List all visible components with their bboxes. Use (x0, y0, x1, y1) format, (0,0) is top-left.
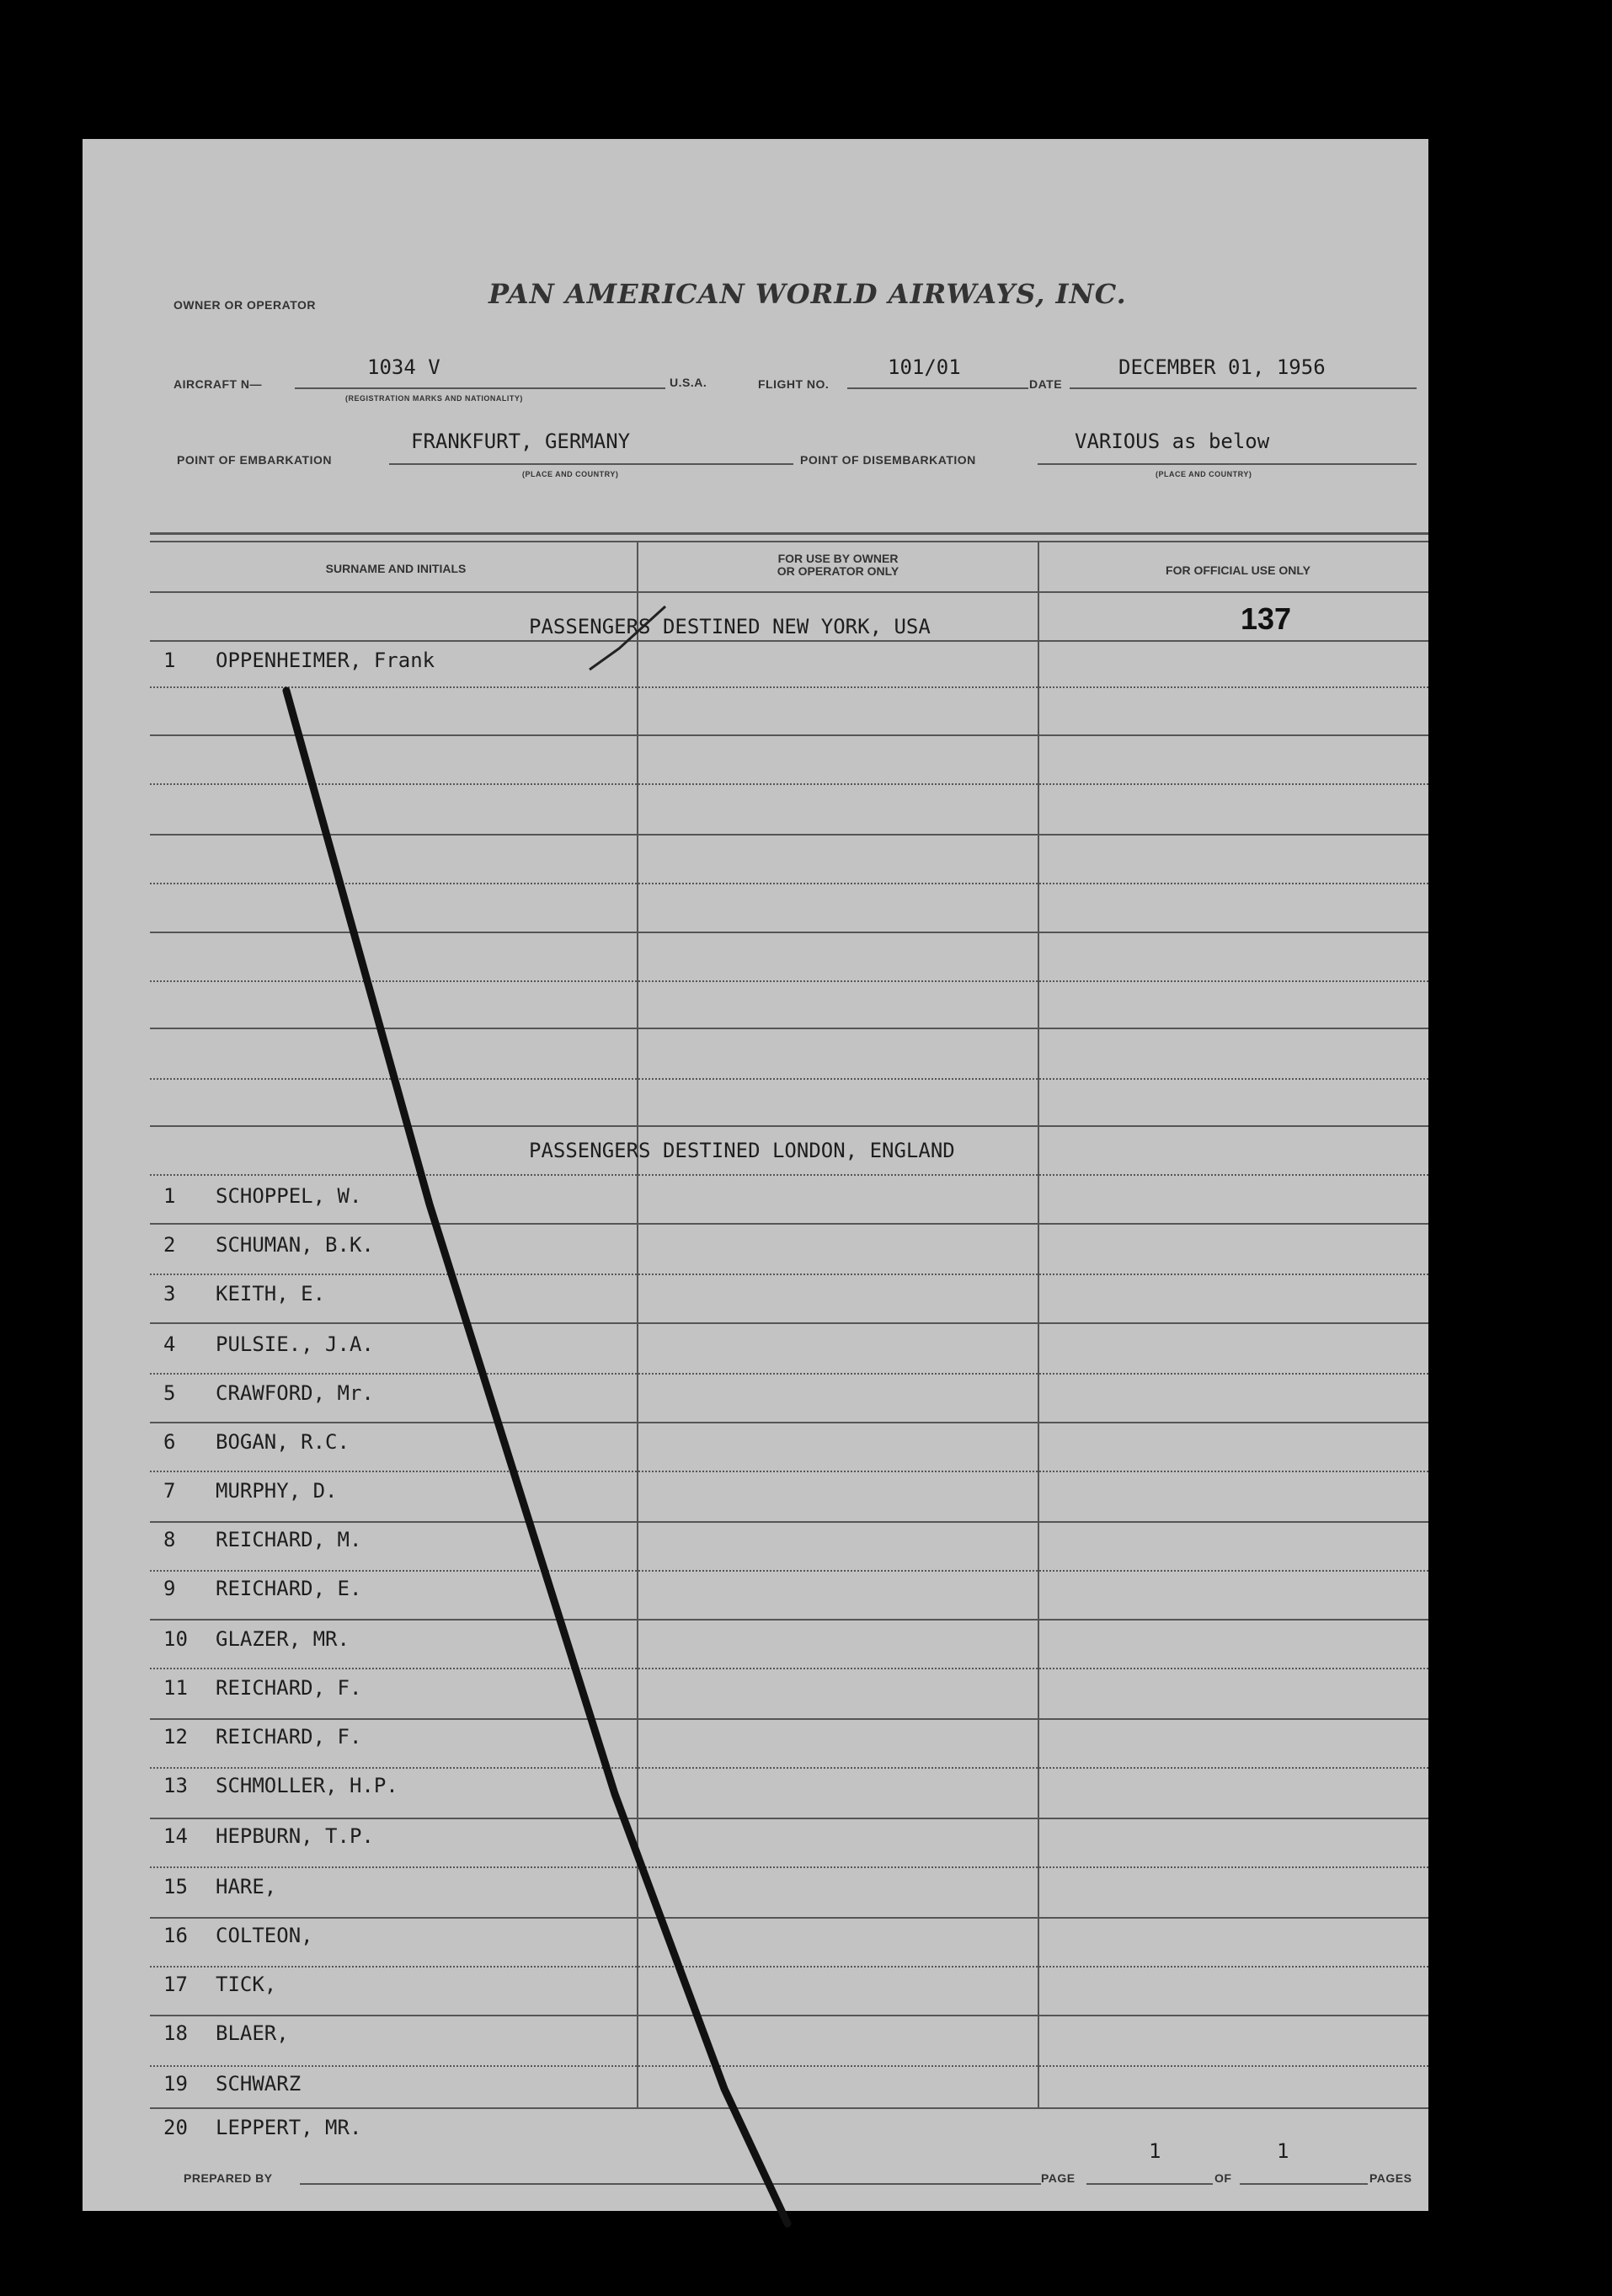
passenger-number: 3 (163, 1282, 176, 1306)
passenger-name: BOGAN, R.C. (216, 1430, 350, 1454)
disembark-label: POINT OF DISEMBARKATION (800, 453, 976, 467)
official-number: 137 (1241, 601, 1292, 636)
passenger-number: 11 (163, 1676, 188, 1700)
embark-note: (PLACE AND COUNTRY) (522, 470, 619, 478)
column-header-official-use: FOR OFFICIAL USE ONLY (1166, 563, 1310, 577)
passenger-number: 19 (163, 2072, 188, 2096)
passenger-name: OPPENHEIMER, Frank (216, 649, 435, 672)
date-value: DECEMBER 01, 1956 (1118, 355, 1326, 379)
column-header-surname: SURNAME AND INITIALS (325, 562, 467, 575)
passenger-number: 2 (163, 1233, 176, 1257)
passenger-number: 1 (163, 1184, 176, 1208)
passenger-name: LEPPERT, MR. (216, 2116, 362, 2139)
flight-value: 101/01 (888, 355, 961, 379)
passenger-number: 16 (163, 1924, 188, 1947)
embark-label: POINT OF EMBARKATION (177, 453, 332, 467)
passenger-name: COLTEON, (216, 1924, 313, 1947)
aircraft-label: AIRCRAFT N— (173, 377, 263, 391)
passenger-name: REICHARD, E. (216, 1577, 362, 1600)
page-label: PAGE (1041, 2171, 1076, 2185)
passenger-number: 7 (163, 1479, 176, 1503)
passenger-name: HEPBURN, T.P. (216, 1824, 374, 1848)
disembark-note: (PLACE AND COUNTRY) (1156, 470, 1252, 478)
date-label: DATE (1029, 377, 1063, 391)
passenger-name: SCHMOLLER, H.P. (216, 1774, 398, 1797)
passenger-number: 1 (163, 649, 176, 672)
passenger-number: 13 (163, 1774, 188, 1797)
passenger-number: 18 (163, 2021, 188, 2045)
passenger-name: REICHARD, F. (216, 1725, 362, 1749)
passenger-number: 4 (163, 1332, 176, 1356)
passenger-number: 17 (163, 1973, 188, 1996)
passenger-number: 10 (163, 1627, 188, 1651)
passenger-name: REICHARD, F. (216, 1676, 362, 1700)
passenger-number: 12 (163, 1725, 188, 1749)
passenger-name: BLAER, (216, 2021, 289, 2045)
check-mark (590, 606, 665, 670)
passenger-name: HARE, (216, 1875, 277, 1898)
passenger-name: GLAZER, MR. (216, 1627, 350, 1651)
passenger-name: TICK, (216, 1973, 277, 1996)
passenger-number: 20 (163, 2116, 188, 2139)
section-heading-london: PASSENGERS DESTINED LONDON, ENGLAND (529, 1139, 955, 1162)
prepared-by-label: PREPARED BY (184, 2171, 273, 2185)
passenger-name: PULSIE., J.A. (216, 1332, 374, 1356)
airline-title: PAN AMERICAN WORLD AIRWAYS, INC. (488, 278, 1127, 310)
page-value: 1 (1149, 2139, 1161, 2163)
passenger-name: SCHOPPEL, W. (216, 1184, 362, 1208)
flight-label: FLIGHT NO. (758, 377, 830, 391)
passenger-number: 15 (163, 1875, 188, 1898)
passenger-name: MURPHY, D. (216, 1479, 338, 1503)
usa-label: U.S.A. (670, 376, 707, 389)
of-label: OF (1214, 2171, 1232, 2185)
passenger-name: SCHWARZ (216, 2072, 302, 2096)
pages-label: PAGES (1369, 2171, 1412, 2185)
section-heading-new-york: PASSENGERS DESTINED NEW YORK, USA (529, 615, 931, 638)
disembark-value: VARIOUS as below (1075, 430, 1270, 453)
passenger-number: 8 (163, 1528, 176, 1551)
passenger-number: 9 (163, 1577, 176, 1600)
pages-value: 1 (1277, 2139, 1289, 2163)
registration-note: (REGISTRATION MARKS AND NATIONALITY) (345, 394, 523, 403)
passenger-name: KEITH, E. (216, 1282, 326, 1306)
passenger-name: REICHARD, M. (216, 1528, 362, 1551)
passenger-number: 6 (163, 1430, 176, 1454)
embark-value: FRANKFURT, GERMANY (411, 430, 631, 453)
passenger-number: 14 (163, 1824, 188, 1848)
passenger-name: SCHUMAN, B.K. (216, 1233, 374, 1257)
passenger-number: 5 (163, 1381, 176, 1405)
aircraft-value: 1034 V (367, 355, 440, 379)
owner-label: OWNER OR OPERATOR (173, 298, 316, 312)
column-header-owner-use: FOR USE BY OWNER OR OPERATOR ONLY (777, 552, 899, 578)
passenger-name: CRAWFORD, Mr. (216, 1381, 374, 1405)
